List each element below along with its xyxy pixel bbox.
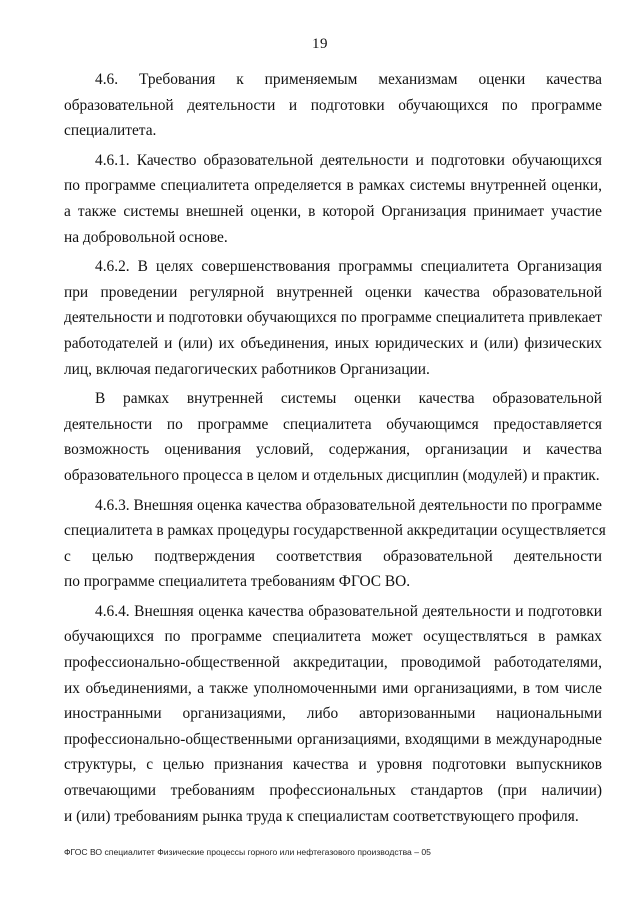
text-line: профессионально-общественными организациями, входящими в международные bbox=[64, 730, 602, 748]
text-line: на добровольной основе. bbox=[64, 228, 228, 246]
text-line: 4.6.1. Качество образовательной деятельности и подготовки обучающихся bbox=[95, 151, 602, 169]
paragraph-internal-assessment bbox=[64, 386, 602, 488]
text-line: профессионально-общественной аккредитации, проводимой работодателями, bbox=[64, 654, 602, 672]
text-line: структуры, с целью признания качества и уровня подготовки выпускников bbox=[64, 756, 602, 774]
text-line: специалитета в рамках процедуры государственной аккредитации осуществляется bbox=[64, 522, 606, 540]
text-line: отвечающими требованиям профессиональных стандартов (при наличии) bbox=[64, 782, 602, 800]
text-line: и (или) требованиям рынка труда к специалистам соответствующего профиля. bbox=[64, 807, 579, 825]
page-footer: ФГОС ВО специалитет Физические процессы горного или нефтегазового производства – 05 bbox=[64, 847, 431, 857]
text-line: по программе специалитета определяется в рамках системы внутренней оценки, bbox=[64, 177, 602, 195]
paragraph-4-6-3 bbox=[64, 493, 606, 595]
text-line: 4.6.3. Внешняя оценка качества образовательной деятельности по программе bbox=[95, 496, 602, 514]
text-line: лиц, включая педагогических работников Организации. bbox=[64, 360, 430, 378]
text-line: 4.6.4. Внешняя оценка качества образовательной деятельности и подготовки bbox=[95, 602, 602, 620]
text-line: деятельности и подготовки обучающихся по программе специалитета привлекает bbox=[64, 309, 602, 327]
text-line: по программе специалитета требованиям ФГОС ВО. bbox=[64, 573, 411, 591]
text-line: В рамках внутренней системы оценки качества образовательной bbox=[95, 390, 602, 408]
text-line: иностранными организациями, либо авторизованными национальными bbox=[64, 705, 602, 723]
text-line: а также системы внешней оценки, в которой Организация принимает участие bbox=[64, 202, 602, 220]
page-number: 19 bbox=[312, 36, 328, 52]
text-line: 4.6. Требования к применяемым механизмам оценки качества bbox=[95, 71, 602, 88]
text-line: при проведении регулярной внутренней оценки качества образовательной bbox=[64, 283, 602, 301]
text-line: возможность оценивания условий, содержания, организации и качества bbox=[64, 441, 602, 459]
paragraph-4-6-4 bbox=[64, 599, 602, 829]
text-line: образовательной деятельности и подготовки обучающихся по программе bbox=[64, 96, 602, 114]
text-line: их объединениями, а также уполномоченными ими организациями, в том числе bbox=[64, 679, 602, 697]
text-line: деятельности по программе специалитета обучающимся предоставляется bbox=[64, 415, 602, 433]
text-line: специалитета. bbox=[64, 122, 157, 140]
text-line: работодателей и (или) их объединения, иных юридических и (или) физических bbox=[64, 334, 602, 352]
paragraph-4-6-2 bbox=[64, 254, 602, 382]
text-line: обучающихся по программе специалитета может осуществляться в рамках bbox=[64, 628, 602, 646]
text-line: с целью подтверждения соответствия образовательной деятельности bbox=[64, 547, 602, 565]
paragraph-4-6 bbox=[64, 67, 602, 144]
document-body bbox=[64, 67, 606, 829]
text-line: 4.6.2. В целях совершенствования программы специалитета Организация bbox=[95, 258, 602, 276]
paragraph-4-6-1 bbox=[64, 148, 602, 250]
text-line: образовательного процесса в целом и отдельных дисциплин (модулей) и практик. bbox=[64, 466, 600, 484]
